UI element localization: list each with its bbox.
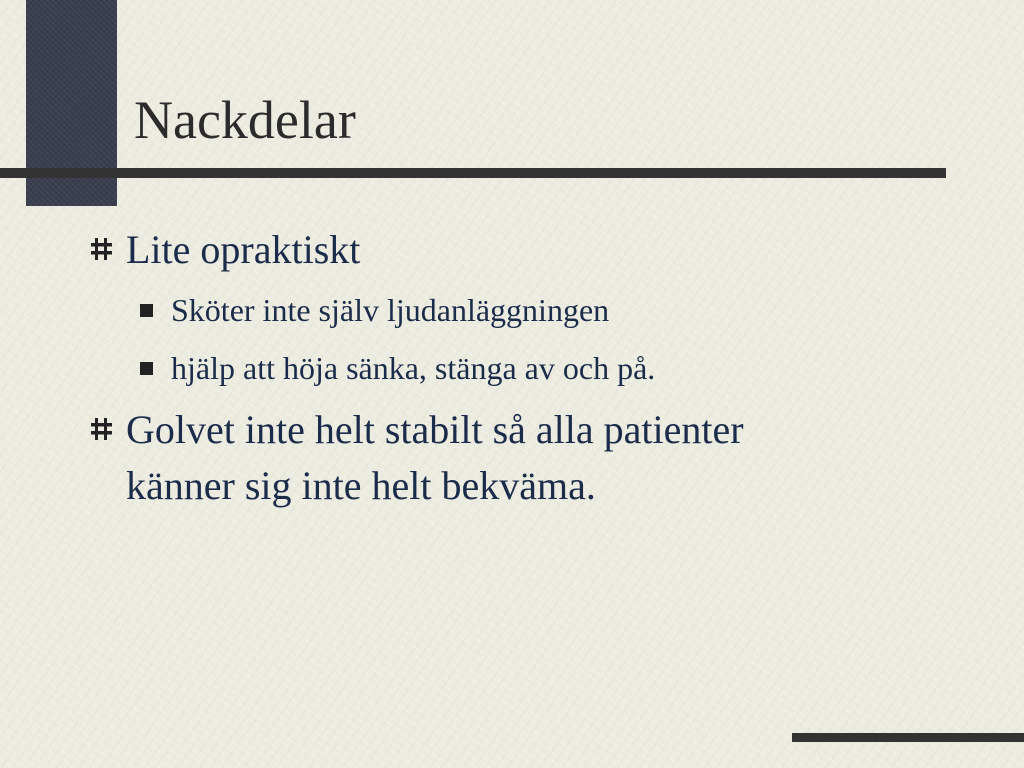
square-bullet-icon bbox=[140, 362, 153, 375]
title-underline-rule bbox=[0, 168, 946, 178]
square-bullet-icon bbox=[140, 304, 153, 317]
sub-bullet-text: hjälp att höja sänka, stänga av och på. bbox=[171, 350, 656, 386]
hash-square-bullet-icon bbox=[88, 222, 118, 278]
slide-title: Nackdelar bbox=[134, 90, 356, 150]
bullet-text bbox=[126, 402, 744, 514]
hash-square-bullet-icon bbox=[88, 402, 118, 458]
sub-bullet-text: Sköter inte själv ljudanläggningen bbox=[171, 292, 610, 328]
bullet-text: Lite opraktiskt bbox=[126, 227, 361, 272]
bullet-text-line: känner sig inte helt bekväma. bbox=[126, 463, 596, 508]
bottom-accent-rule bbox=[792, 733, 1024, 742]
bullet-text-line: Golvet inte helt stabilt så alla patienter bbox=[126, 407, 744, 452]
